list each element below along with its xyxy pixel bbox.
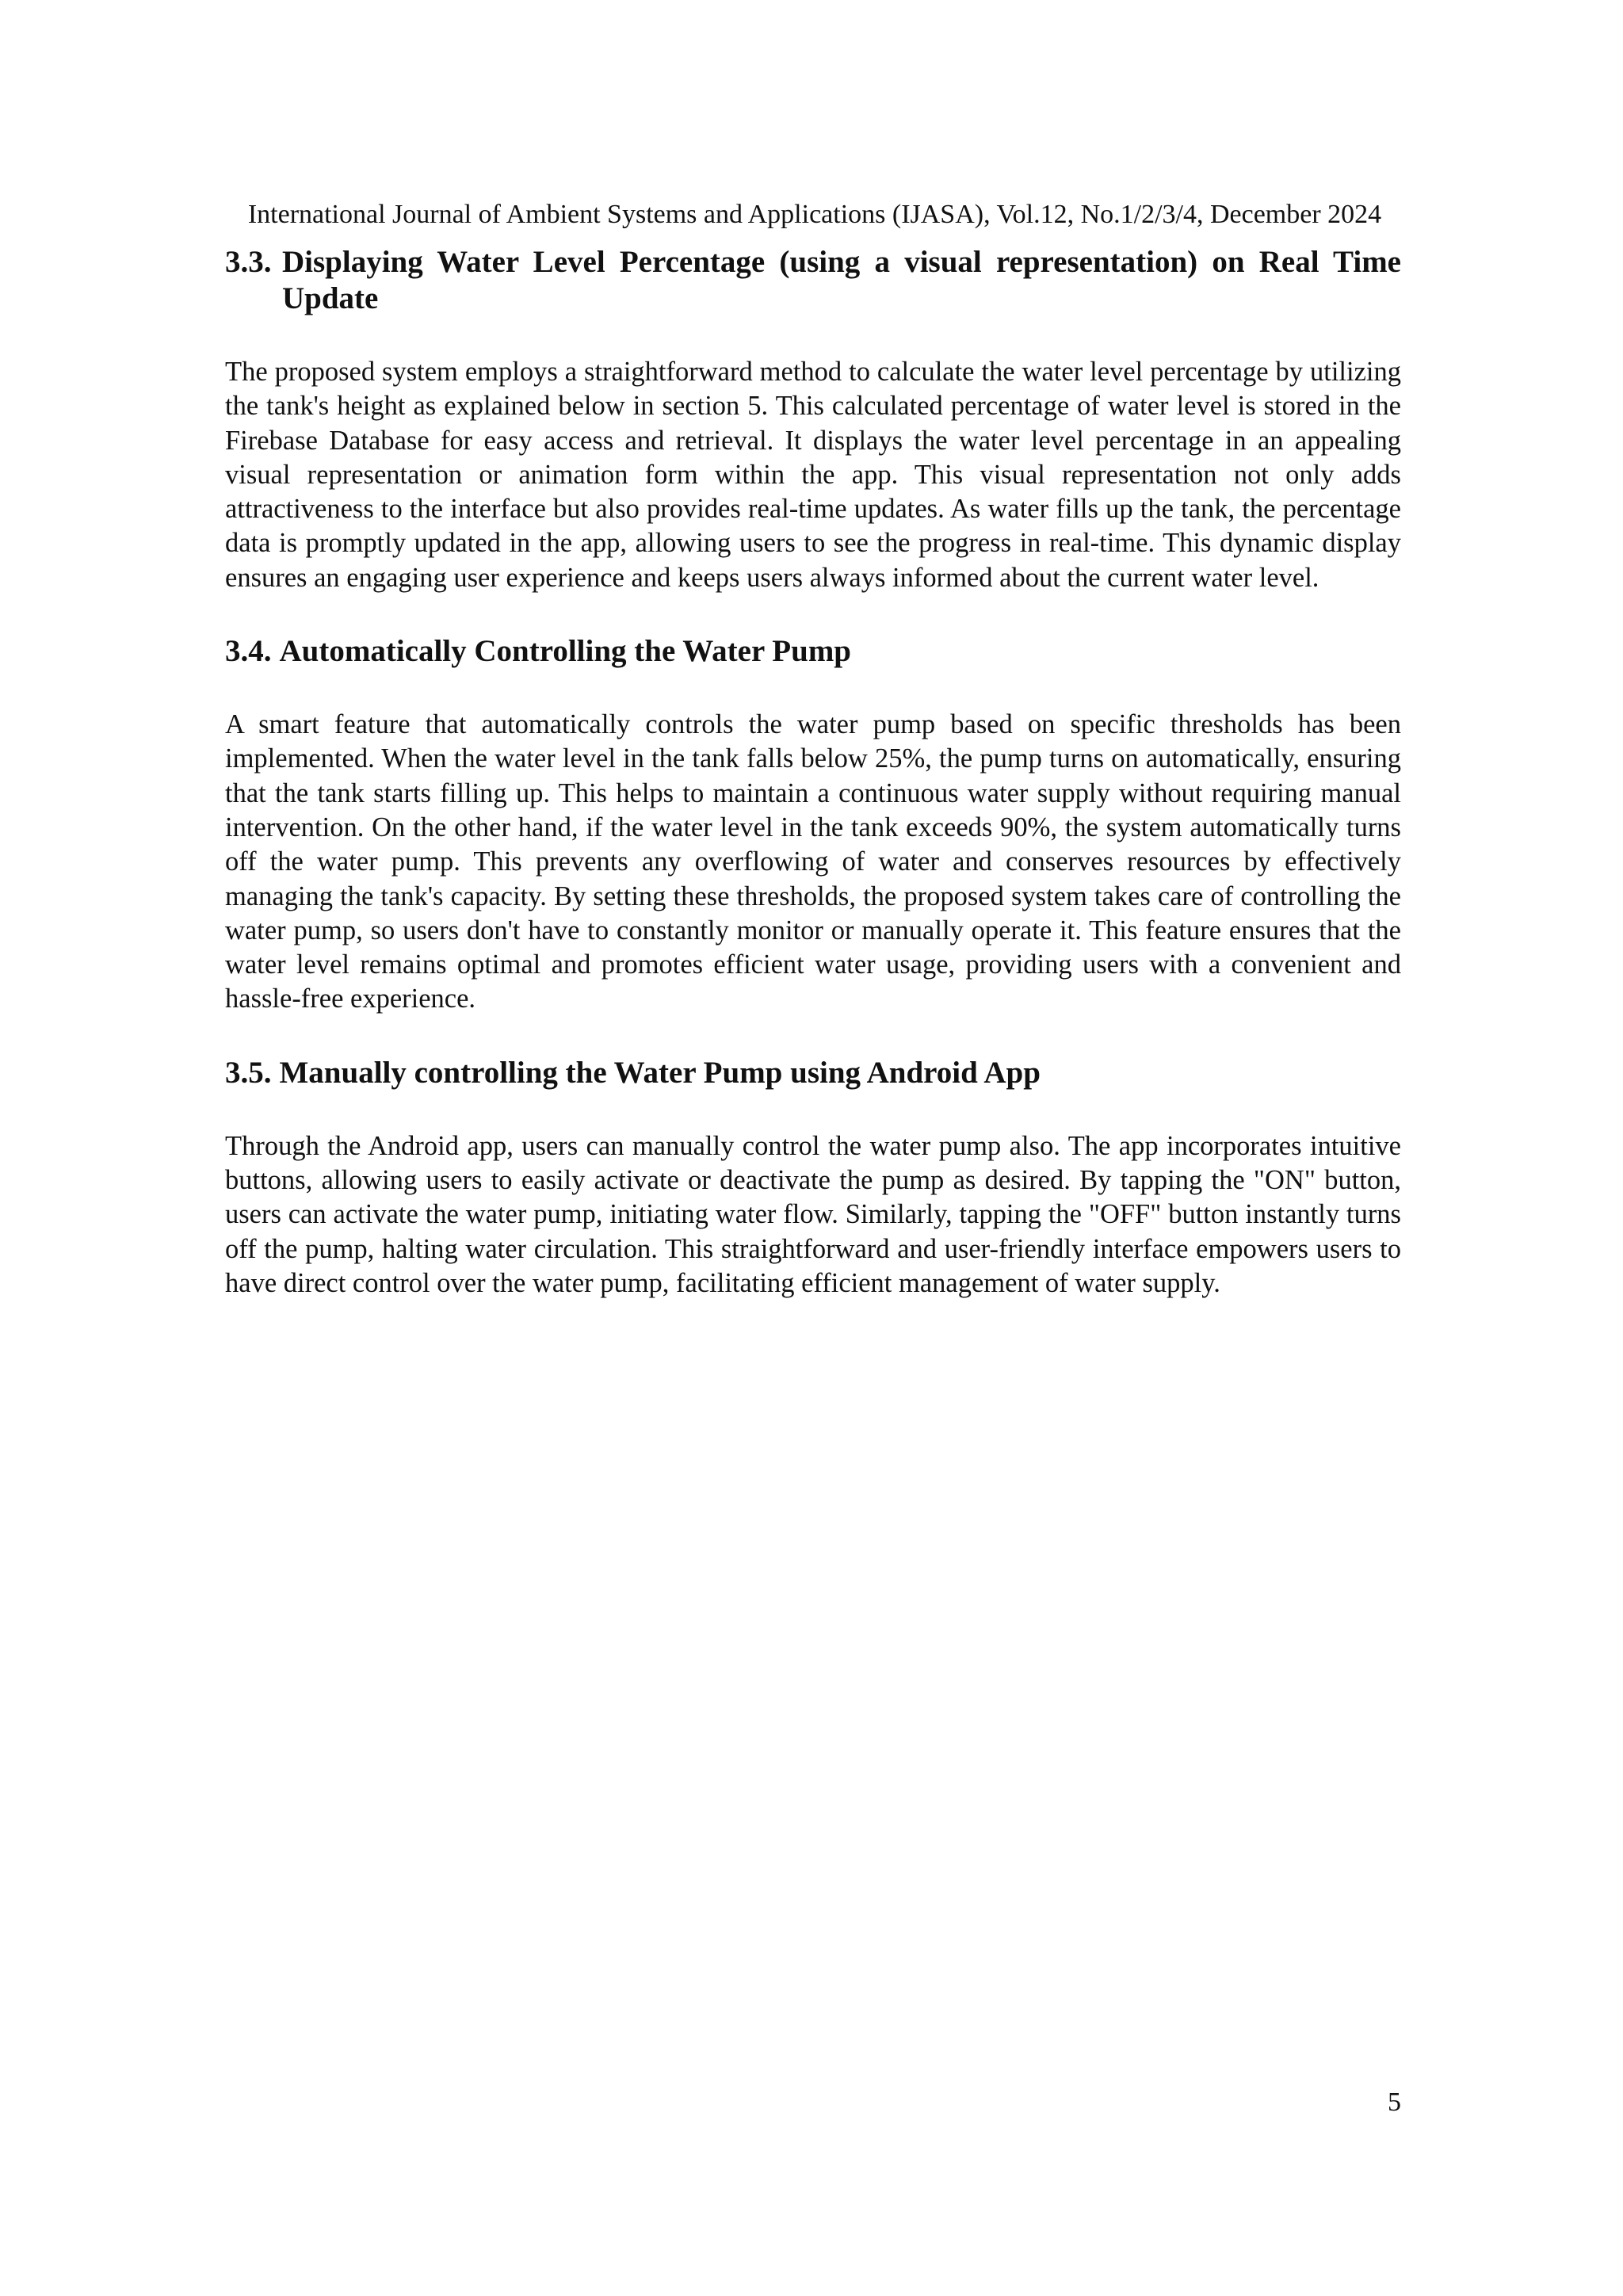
section-3-5 [225,1055,1401,1301]
section-paragraph: Through the Android app, users can manually control the water pump also. The app incorporates intuitive buttons, allowing users to easily activate or deactivate the pump as desired. By tapping the "ON" button, users can activate the water pump, initiating water flow. Similarly, tapping the "OFF" button instantly turns off the pump, halting water circulation. This straightforward and user-friendly interface empowers users to have direct control over the water pump, facilitating efficient management of water supply. [225,1130,1401,1298]
running-header: International Journal of Ambient Systems and Applications (IJASA), Vol.12, No.1/2/3/4, December 2024 [247,200,1382,229]
section-title: Automatically Controlling the Water Pump [279,634,851,669]
section-title: Manually controlling the Water Pump using Android App [279,1055,1041,1090]
section-number: 3.4. [225,634,272,669]
section-paragraph: A smart feature that automatically controls the water pump based on specific thresholds has been implemented. When the water level in the tank falls below 25%, the pump turns on automatically, ensuring that the tank starts filling up. This helps to maintain a continuous water supply without requiring manual intervention. On the other hand, if the water level in the tank exceeds 90%, the system automatically turns off the water pump. This prevents any overflowing of water and conserves resources by effectively managing the tank's capacity. By setting these thresholds, the proposed system takes care of controlling the water pump, so users don't have to constantly monitor or manually operate it. This feature ensures that the water level remains optimal and promotes efficient water usage, providing users with a convenient and hassle-free experience. [225,709,1401,1014]
section-heading [225,633,1401,670]
page-number: 5 [1388,2088,1401,2117]
section-number: 3.3. [225,245,272,279]
section-paragraph: The proposed system employs a straightforward method to calculate the water level percentage by utilizing the tank's height as explained below in section 5. This calculated percentage of water level is stored in the Firebase Database for easy access and retrieval. It displays the water level percentage in an appealing visual representation or animation form within the app. This visual representation not only adds attractiveness to the interface but also provides real-time updates. As water fills up the tank, the percentage data is promptly updated in the app, allowing users to see the progress in real-time. This dynamic display ensures an engaging user experience and keeps users always informed about the current water level. [225,357,1401,593]
section-title: Displaying Water Level Percentage (using a visual representation) on Real Time Update [282,245,1401,315]
section-3-4 [225,633,1401,1017]
section-heading [225,244,1401,317]
page-content [225,244,1401,1301]
section-heading [225,1055,1401,1091]
section-3-3 [225,244,1401,595]
section-number: 3.5. [225,1055,272,1090]
